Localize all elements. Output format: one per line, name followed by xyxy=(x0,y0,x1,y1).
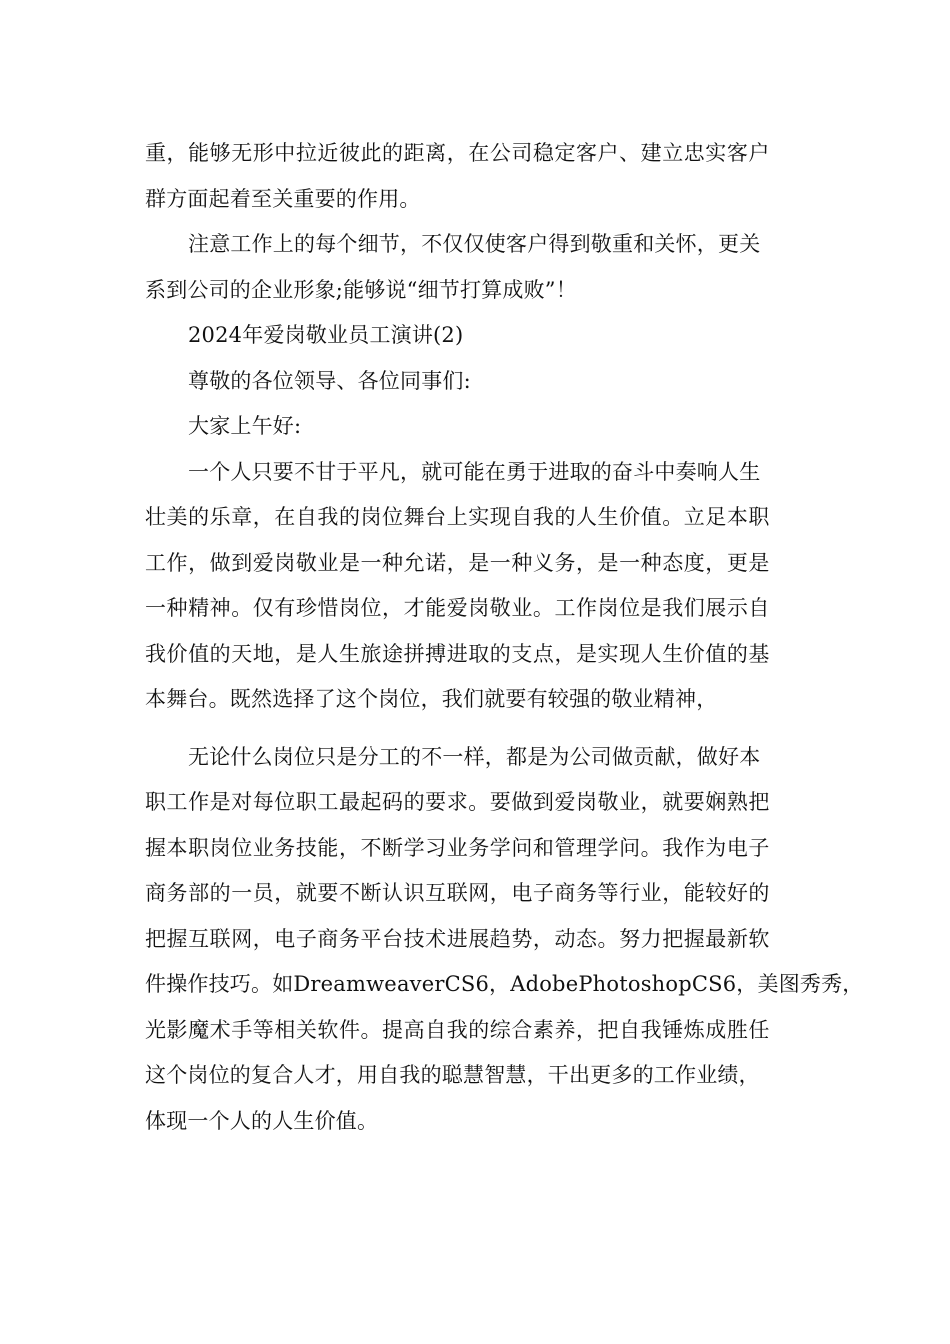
body-line-17: 商务部的一员，就要不断认识互联网，电子商务等行业，能较好的 xyxy=(145,881,770,905)
body-line-16: 握本职岗位业务技能，不断学习业务学问和管理学问。我作为电子 xyxy=(145,835,770,860)
body-line-18: 把握互联网，电子商务平台技术进展趋势，动态。努力把握最新软 xyxy=(145,926,770,951)
body-line-4: 系到公司的企业形象;能够说“细节打算成败”！ xyxy=(145,277,577,302)
body-line-10: 工作，做到爱岗敬业是一种允诺，是一种义务，是一种态度，更是 xyxy=(145,550,770,575)
paragraph-gap xyxy=(145,723,795,735)
section-heading: 2024年爱岗敬业员工演讲(2) xyxy=(188,323,464,347)
body-line-13: 本舞台。既然选择了这个岗位，我们就要有较强的敬业精神， xyxy=(145,687,718,711)
document-body xyxy=(145,131,864,1144)
salutation-line: 尊敬的各位领导、各位同事们: xyxy=(188,368,471,393)
body-line-1: 重，能够无形中拉近彼此的距离，在公司稳定客户、建立忠实客户 xyxy=(145,141,770,165)
body-line-11: 一种精神。仅有珍惜岗位，才能爱岗敬业。工作岗位是我们展示自 xyxy=(145,596,770,620)
body-line-3: 注意工作上的每个细节，不仅仅使客户得到敬重和关怀，更关 xyxy=(188,232,761,256)
body-line-21: 这个岗位的复合人才，用自我的聪慧智慧，干出更多的工作业绩， xyxy=(145,1063,760,1087)
body-line-9: 壮美的乐章，在自我的岗位舞台上实现自我的人生价值。立足本职 xyxy=(145,505,770,529)
body-line-19: 件操作技巧。如DreamweaverCS6，AdobePhotoshopCS6，美图秀秀， xyxy=(145,972,864,996)
body-line-15: 职工作是对每位职工最起码的要求。要做到爱岗敬业，就要娴熟把 xyxy=(145,790,770,814)
body-line-14: 无论什么岗位只是分工的不一样，都是为公司做贡献，做好本 xyxy=(188,744,761,769)
body-line-12: 我价值的天地，是人生旅途拼搏进取的支点，是实现人生价值的基 xyxy=(145,641,770,666)
body-line-8: 一个人只要不甘于平凡，就可能在勇于进取的奋斗中奏响人生 xyxy=(188,459,761,484)
greeting-line: 大家上午好: xyxy=(188,414,302,438)
body-line-22: 体现一个人的人生价值。 xyxy=(145,1108,379,1133)
body-line-20: 光影魔术手等相关软件。提高自我的综合素养，把自我锤炼成胜任 xyxy=(145,1017,770,1042)
body-line-2: 群方面起着至关重要的作用。 xyxy=(145,186,421,211)
